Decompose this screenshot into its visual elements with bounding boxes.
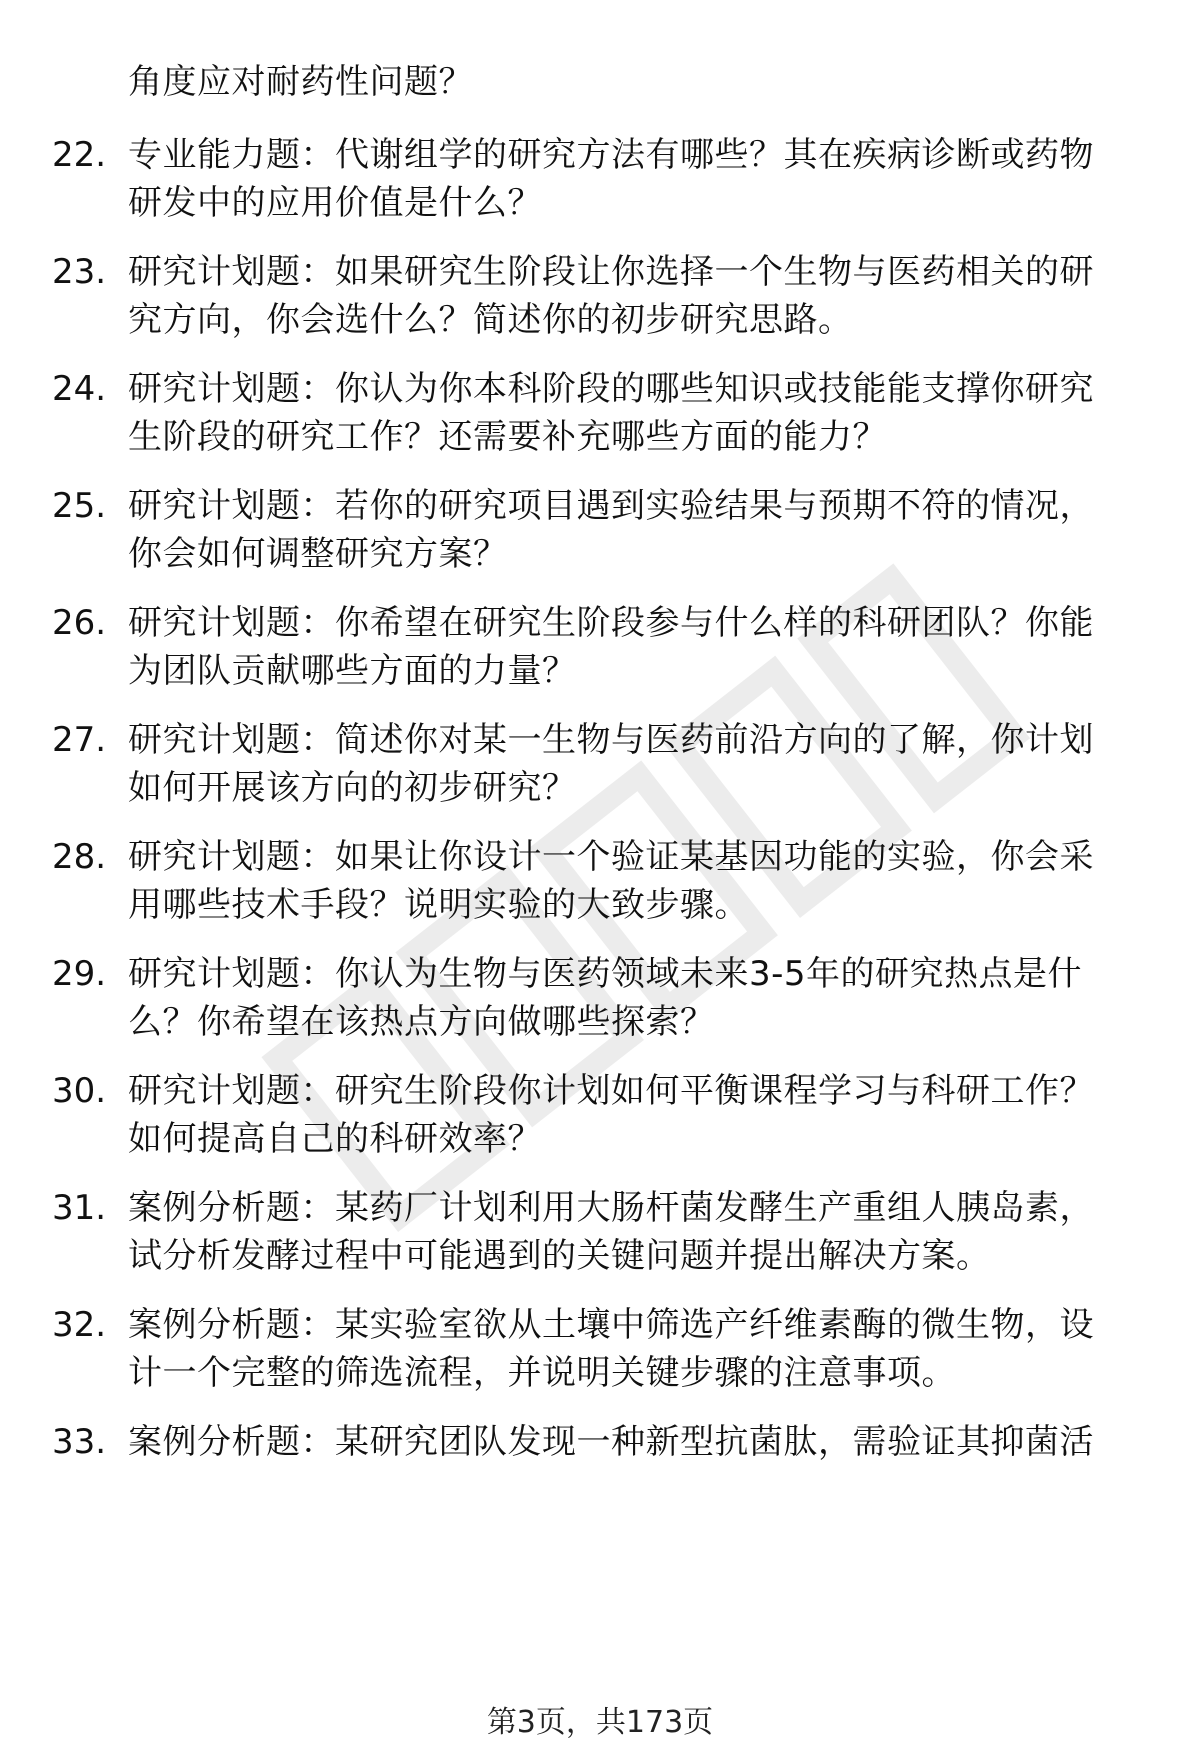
- question-text-line2: 如何提高自己的科研效率？: [128, 1119, 542, 1159]
- question-text-line2: 用哪些技术手段？说明实验的大致步骤。: [128, 885, 749, 925]
- question-text-line1: 研究计划题：研究生阶段你计划如何平衡课程学习与科研工作？: [128, 1071, 1094, 1111]
- question-text-line1: 研究计划题：你希望在研究生阶段参与什么样的科研团队？你能: [128, 603, 1094, 643]
- question-text-line1: 研究计划题：你认为生物与医药领域未来3-5年的研究热点是什: [128, 954, 1083, 994]
- question-text-line2: 生阶段的研究工作？还需要补充哪些方面的能力？: [128, 417, 887, 457]
- question-text-line2: 研发中的应用价值是什么？: [128, 183, 542, 223]
- question-text-line1: 案例分析题：某研究团队发现一种新型抗菌肽，需验证其抑菌活: [128, 1422, 1094, 1462]
- question-text-line2: 如何开展该方向的初步研究？: [128, 768, 577, 808]
- continued-question-text: 角度应对耐药性问题？: [128, 62, 473, 102]
- question-text-line1: 研究计划题：你认为你本科阶段的哪些知识或技能能支撑你研究: [128, 369, 1094, 409]
- question-number: 30.: [52, 1071, 107, 1111]
- question-number: 29.: [52, 954, 107, 994]
- question-number: 32.: [52, 1305, 107, 1345]
- question-number: 31.: [52, 1188, 107, 1228]
- question-text-line1: 研究计划题：简述你对某一生物与医药前沿方向的了解，你计划: [128, 720, 1094, 760]
- question-number: 23.: [52, 252, 107, 292]
- question-text-line1: 专业能力题：代谢组学的研究方法有哪些？其在疾病诊断或药物: [128, 135, 1094, 175]
- question-number: 28.: [52, 837, 107, 877]
- question-text-line1: 案例分析题：某药厂计划利用大肠杆菌发酵生产重组人胰岛素，: [128, 1188, 1094, 1228]
- question-text-line1: 研究计划题：若你的研究项目遇到实验结果与预期不符的情况，: [128, 486, 1094, 526]
- question-text-line1: 研究计划题：如果研究生阶段让你选择一个生物与医药相关的研: [128, 252, 1094, 292]
- question-text-line2: 计一个完整的筛选流程，并说明关键步骤的注意事项。: [128, 1353, 956, 1393]
- page-footer: 第3页，共173页: [486, 1705, 714, 1740]
- question-text-line2: 试分析发酵过程中可能遇到的关键问题并提出解决方案。: [128, 1236, 991, 1276]
- question-text-line2: 么？你希望在该热点方向做哪些探索？: [128, 1002, 715, 1042]
- question-number: 33.: [52, 1422, 107, 1462]
- question-number: 27.: [52, 720, 107, 760]
- question-text-line2: 为团队贡献哪些方面的力量？: [128, 651, 577, 691]
- question-number: 26.: [52, 603, 107, 643]
- question-text-line1: 研究计划题：如果让你设计一个验证某基因功能的实验，你会采: [128, 837, 1094, 877]
- question-text-line2: 你会如何调整研究方案？: [128, 534, 508, 574]
- question-text-line1: 案例分析题：某实验室欲从土壤中筛选产纤维素酶的微生物，设: [128, 1305, 1094, 1345]
- question-number: 22.: [52, 135, 107, 175]
- question-number: 24.: [52, 369, 107, 409]
- question-text-line2: 究方向，你会选什么？简述你的初步研究思路。: [128, 300, 853, 340]
- question-number: 25.: [52, 486, 107, 526]
